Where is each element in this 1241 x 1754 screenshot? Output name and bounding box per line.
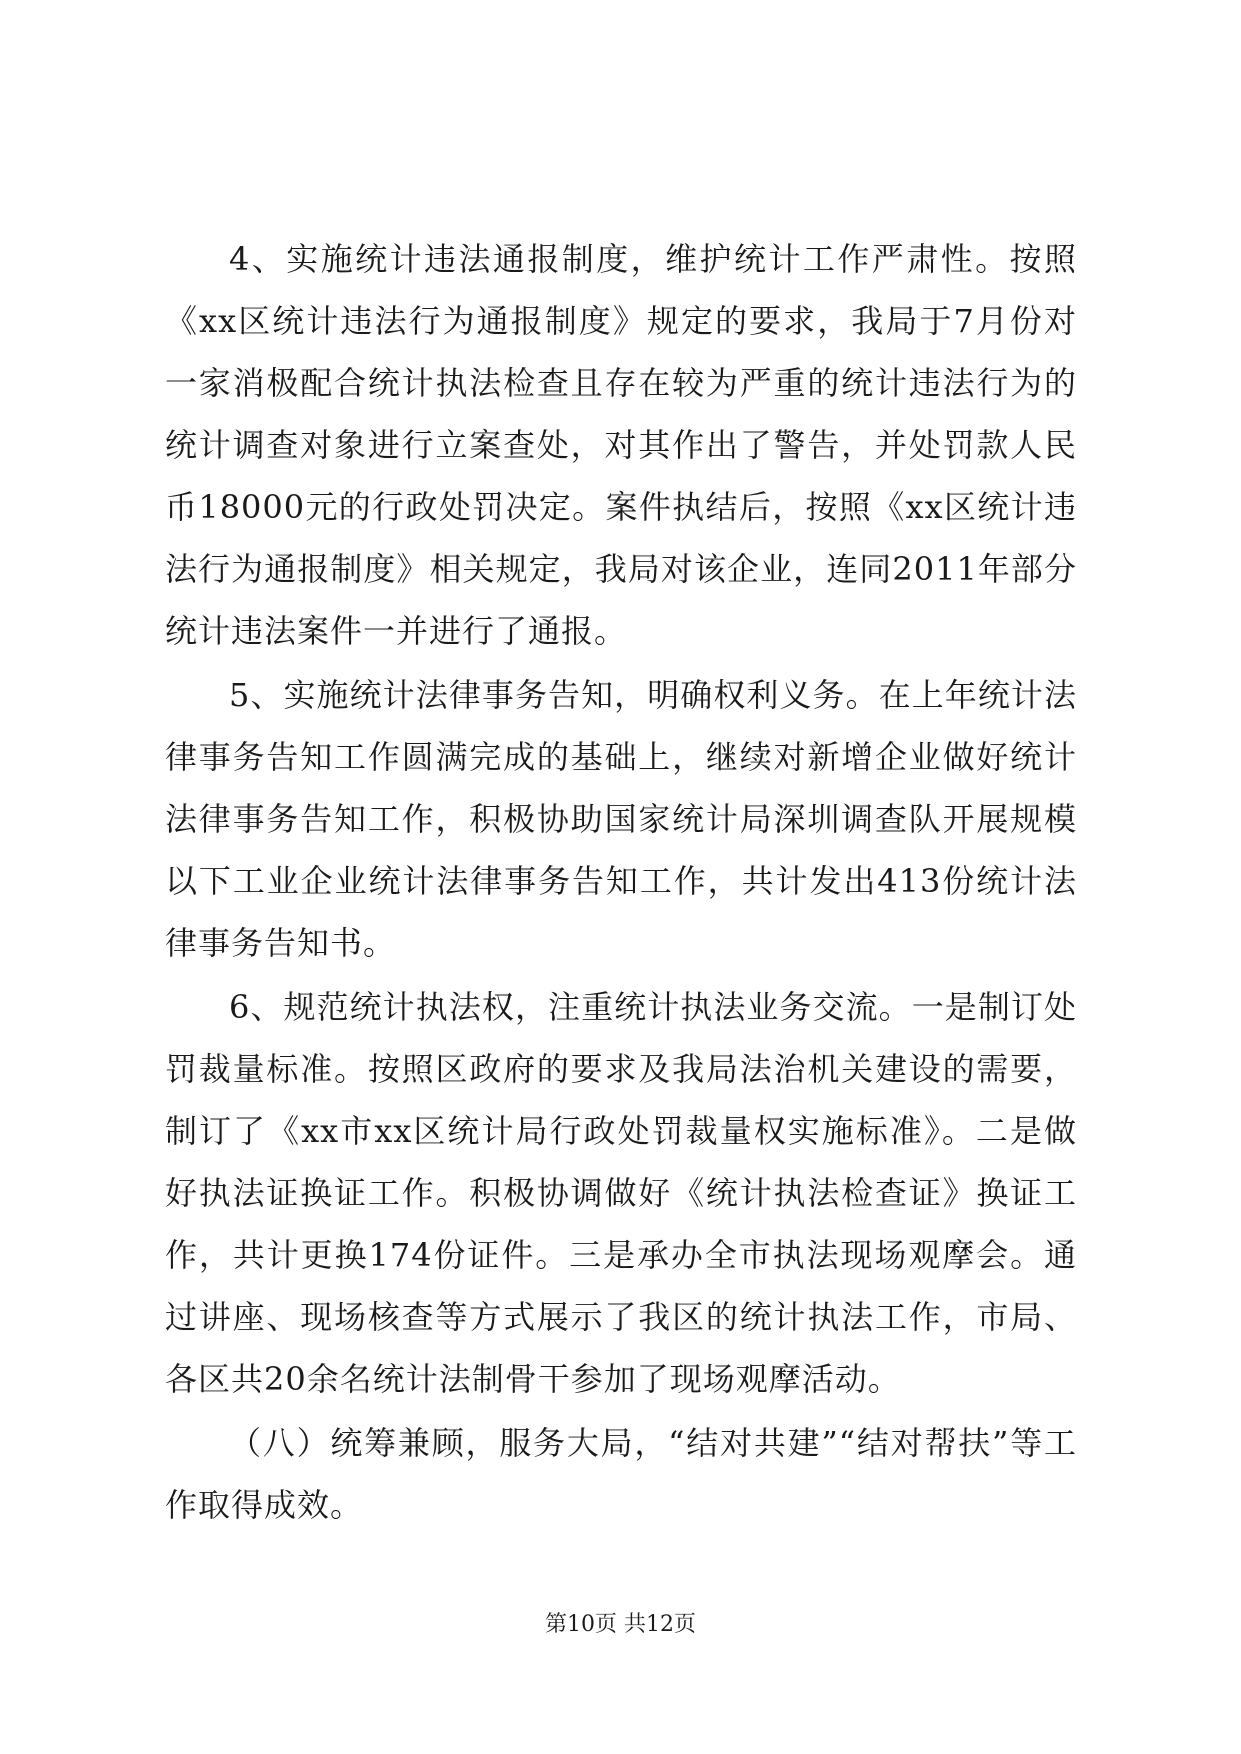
paragraph-section-8-heading: （八）统筹兼顾，服务大局，“结对共建”“结对帮扶”等工作取得成效。 (165, 1424, 1077, 1524)
document-body (165, 228, 1077, 1536)
paragraph-5-legal-affairs-notification: 5、实施统计法律事务告知，明确权利义务。在上年统计法律事务告知工作圆满完成的基础上，继续对新增企业做好统计法律事务告知工作，积极协助国家统计局深圳调查队开展规模以下工业企业统计法律事务告知工作，共计发出413份统计法律事务告知书。 (165, 676, 1077, 962)
paragraph-6-law-enforcement-standards: 6、规范统计执法权，注重统计执法业务交流。一是制订处罚裁量标准。按照区政府的要求及我局法治机关建设的需要，制订了《xx市xx区统计局行政处罚裁量权实施标准》。二是做好执法证换证工作。积极协调做好《统计执法检查证》换证工作，共计更换174份证件。三是承办全市执法现场观摩会。通过讲座、现场核查等方式展示了我区的统计执法工作，市局、各区共20余名统计法制骨干参加了现场观摩活动。 (165, 988, 1077, 1398)
paragraph-4-statistical-violation-notification: 4、实施统计违法通报制度，维护统计工作严肃性。按照《xx区统计违法行为通报制度》规定的要求，我局于7月份对一家消极配合统计执法检查且存在较为严重的统计违法行为的统计调查对象进行立案查处，对其作出了警告，并处罚款人民币18000元的行政处罚决定。案件执结后，按照《xx区统计违法行为通报制度》相关规定，我局对该企业，连同2011年部分统计违法案件一并进行了通报。 (165, 240, 1077, 650)
page-number-footer: 第10页 共12页 (545, 1612, 696, 1637)
